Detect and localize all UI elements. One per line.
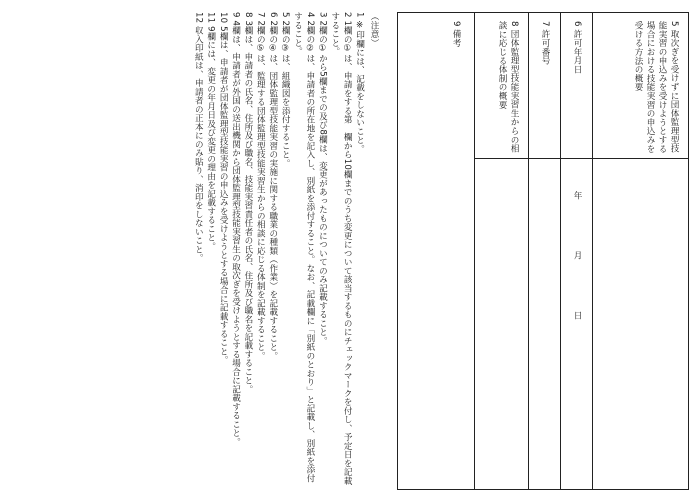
field-7-label: 7 許可番号 (540, 21, 550, 65)
application-form-table (397, 12, 689, 490)
note-item: 9 4欄は、申請者が外国の送出機関から団体監理型技能実習生の取次ぎを受けようとする場合に記載すること。 (230, 12, 241, 447)
field-8-divider (475, 158, 528, 159)
field-8-label: 8 団体監理型技能実習生からの相談に応じる体制の概要 (497, 21, 519, 153)
field-5-column (592, 13, 688, 489)
date-day-label: 日 (572, 310, 582, 320)
date-month-label: 月 (572, 250, 582, 260)
note-item: 8 3欄は、申請者の氏名、住所及び職名、技能実習責任者の氏名、住所及び職名を記載すること。 (242, 12, 253, 394)
note-item: 12 収入印紙は、申請者の正本にのみ貼り、消印をしないこと。 (193, 12, 204, 263)
field-5-label: 5 取次ぎを受けずに団体監理型技能実習の申込みを受けようとする場合における技能実習の申込みを受ける方法の概要 (633, 21, 679, 153)
date-fields (571, 165, 583, 345)
field-8-column (474, 13, 528, 489)
note-item: 11 9欄には、変更の年月日及び変更の理由を記載すること。 (205, 12, 216, 251)
note-item: 6 2欄の④は、団体監理型技能実習の実施に関する職業の種類（作業）を記載すること。 (267, 12, 278, 361)
field-7-divider (529, 158, 560, 159)
note-item: 3 2欄の①から5欄までの及び8欄は、変更があったものについてのみ記載すること。 (317, 12, 328, 346)
note-item: 2 1欄の①は、申請をする第 欄から10欄までのうち変更について該当するものにチェックマークを付し、予定日を記載すること。 (329, 12, 353, 486)
field-6-label: 6 許可年月日 (572, 21, 582, 74)
field-7-column (528, 13, 560, 489)
field-9-column (398, 13, 474, 489)
field-9-label: 9 備考 (451, 21, 461, 48)
notes-heading: （注意） (369, 12, 379, 47)
date-year-label: 年 (572, 190, 582, 200)
notes-block (192, 12, 380, 488)
field-6-column (560, 13, 592, 489)
note-item: 1 ※印欄には、記載をしないこと。 (354, 12, 365, 154)
field-5-divider (593, 158, 688, 159)
note-item: 5 2欄の③は、組織図を添付すること。 (280, 12, 291, 168)
note-item: 7 2欄の⑤は、監理する団体監理型技能実習生からの相談に応じる体制を記載すること。 (255, 12, 266, 361)
note-item: 10 5欄は、申請者が団体監理型技能実習の申込みを受けようとする場合に記載すること。 (218, 12, 229, 365)
field-6-divider (561, 158, 592, 159)
note-item: 4 2欄の②は、申請者の所在地を記入し、別紙を添付すること。なお、記載欄に「別紙のとおり」と記載し、別紙を添付すること。 (292, 12, 315, 483)
